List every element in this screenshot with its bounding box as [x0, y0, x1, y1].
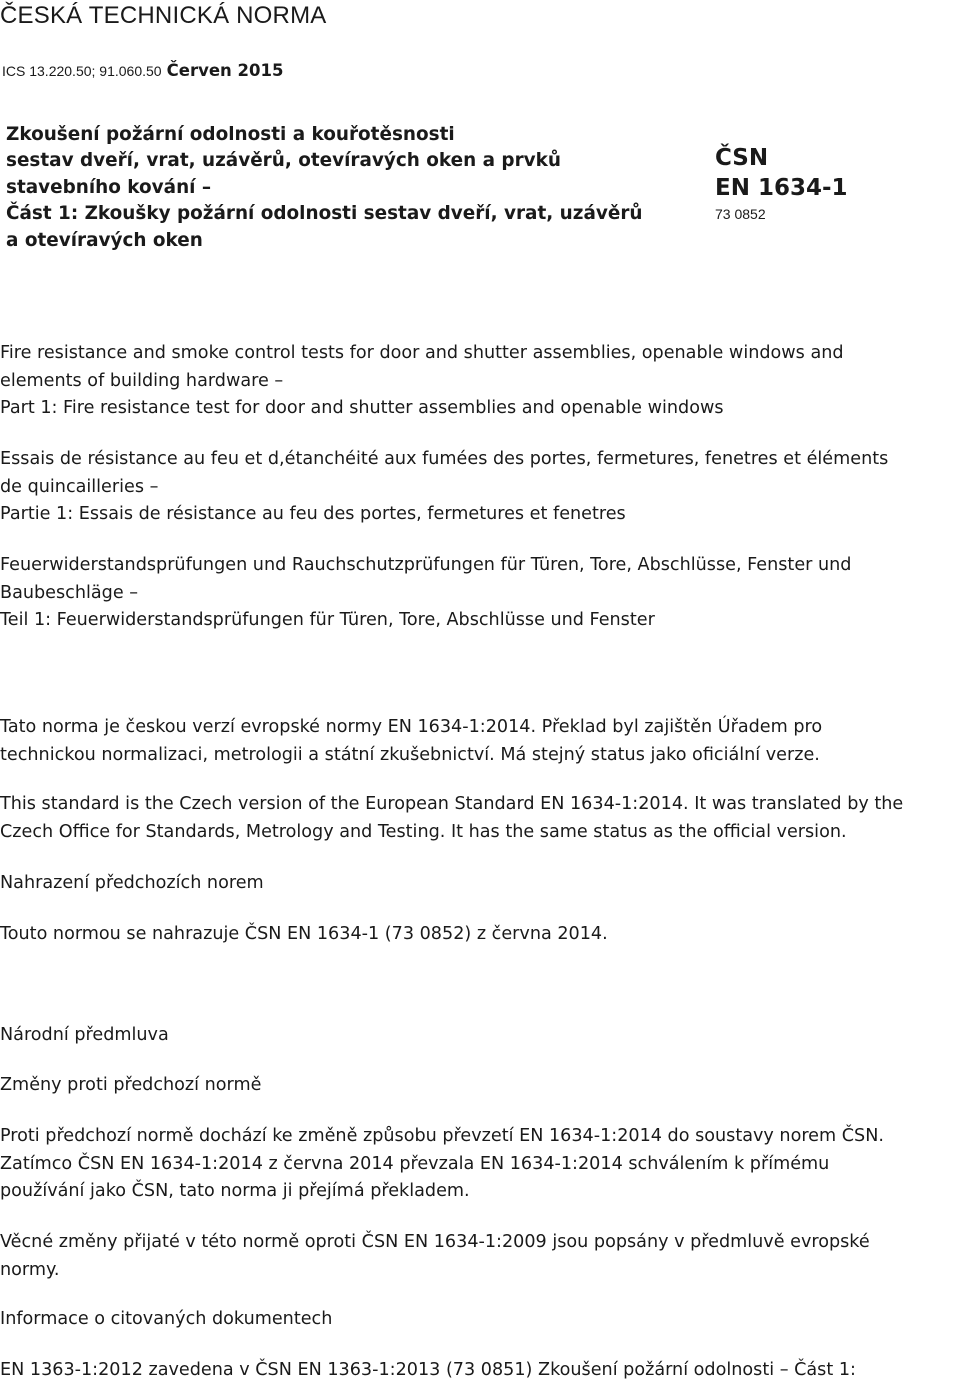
status-english-line: Czech Office for Standards, Metrology and Testing. It has the same status as the official version.	[0, 821, 847, 842]
status-czech	[0, 714, 960, 769]
status-czech-line: technickou normalizaci, metrologii a státní zkušebnictví. Má stejný status jako oficiální verze.	[0, 744, 820, 765]
english-title-line: Fire resistance and smoke control tests for door and shutter assemblies, openable windows and	[0, 343, 844, 363]
czech-title	[6, 122, 706, 254]
czech-title-line: stavebního kování –	[6, 176, 212, 198]
german-title	[0, 552, 960, 635]
changes-paragraph-line: normy.	[0, 1259, 60, 1280]
status-czech-line: Tato norma je českou verzí evropské normy EN 1634-1:2014. Překlad byl zajištěn Úřadem pro	[0, 717, 823, 737]
changes-heading-text: Změny proti předchozí normě	[0, 1075, 262, 1095]
csn-label: ČSN	[715, 145, 769, 171]
french-title-line: Essais de résistance au feu et d,étanchéité aux fumées des portes, fermetures, fenetres et éléments	[0, 449, 889, 469]
french-title-line: Partie 1: Essais de résistance au feu des portes, fermetures et fenetres	[0, 504, 626, 524]
en-number: EN 1634-1	[715, 175, 848, 201]
replacement-heading	[0, 870, 960, 898]
czech-title-line: sestav dveří, vrat, uzávěrů, otevíravých oken a prvků	[6, 150, 561, 172]
changes-paragraph-line: Zatímco ČSN EN 1634-1:2014 z června 2014 převzala EN 1634-1:2014 schválením k přímému	[0, 1153, 830, 1174]
changes-paragraph-line: používání jako ČSN, tato norma ji přejímá překladem.	[0, 1181, 470, 1201]
replacement-text-line: Touto normou se nahrazuje ČSN EN 1634-1 (73 0852) z června 2014.	[0, 924, 608, 944]
czech-title-line: Část 1: Zkoušky požární odolnosti sestav dveří, vrat, uzávěrů	[6, 203, 643, 225]
cited-document-entry: EN 1363-1:2012 zavedena v ČSN EN 1363-1:2013 (73 0851) Zkoušení požární odolnosti – Část 1:	[0, 1360, 856, 1380]
standard-designation	[715, 143, 848, 225]
class-number: 73 0852	[715, 206, 766, 222]
changes-paragraph-1	[0, 1123, 960, 1206]
czech-title-line: a otevíravých oken	[6, 229, 203, 251]
german-title-line: Baubeschläge –	[0, 582, 139, 603]
foreword-heading	[0, 1022, 960, 1050]
french-title-line: de quincailleries –	[0, 476, 159, 497]
changes-paragraph-line: Proti předchozí normě dochází ke změně způsobu převzetí EN 1634-1:2014 do soustavy norem ČSN.	[0, 1126, 884, 1146]
foreword-heading-text: Národní předmluva	[0, 1025, 169, 1045]
cited-documents-heading	[0, 1306, 960, 1334]
german-title-line: Teil 1: Feuerwiderstandsprüfungen für Türen, Tore, Abschlüsse und Fenster	[0, 610, 655, 630]
changes-paragraph-line: Věcné změny přijaté v této normě oproti ČSN EN 1634-1:2009 jsou popsány v předmluvě evropské	[0, 1232, 870, 1252]
replacement-heading-text: Nahrazení předchozích norem	[0, 873, 264, 893]
english-title-line: elements of building hardware –	[0, 370, 284, 391]
replacement-text	[0, 921, 960, 949]
changes-paragraph-2	[0, 1229, 960, 1284]
german-title-line: Feuerwiderstandsprüfungen und Rauchschutzprüfungen für Türen, Tore, Abschlüsse, Fenster und	[0, 555, 852, 575]
czech-title-line: Zkoušení požární odolnosti a kouřotěsnosti	[6, 124, 455, 145]
norm-type-heading: ČESKÁ TECHNICKÁ NORMA	[0, 2, 327, 29]
english-title	[0, 340, 960, 423]
ics-code: ICS 13.220.50; 91.060.50	[2, 63, 162, 79]
status-english	[0, 791, 960, 846]
changes-heading	[0, 1072, 960, 1100]
cited-documents-heading-text: Informace o citovaných dokumentech	[0, 1309, 333, 1329]
publication-date: Červen 2015	[166, 61, 284, 80]
english-title-line: Part 1: Fire resistance test for door and shutter assemblies and openable windows	[0, 398, 724, 418]
cited-documents-line	[0, 1357, 960, 1385]
metadata-line	[2, 60, 283, 82]
french-title	[0, 446, 960, 529]
status-english-line: This standard is the Czech version of the European Standard EN 1634-1:2014. It was translated by the	[0, 794, 904, 814]
